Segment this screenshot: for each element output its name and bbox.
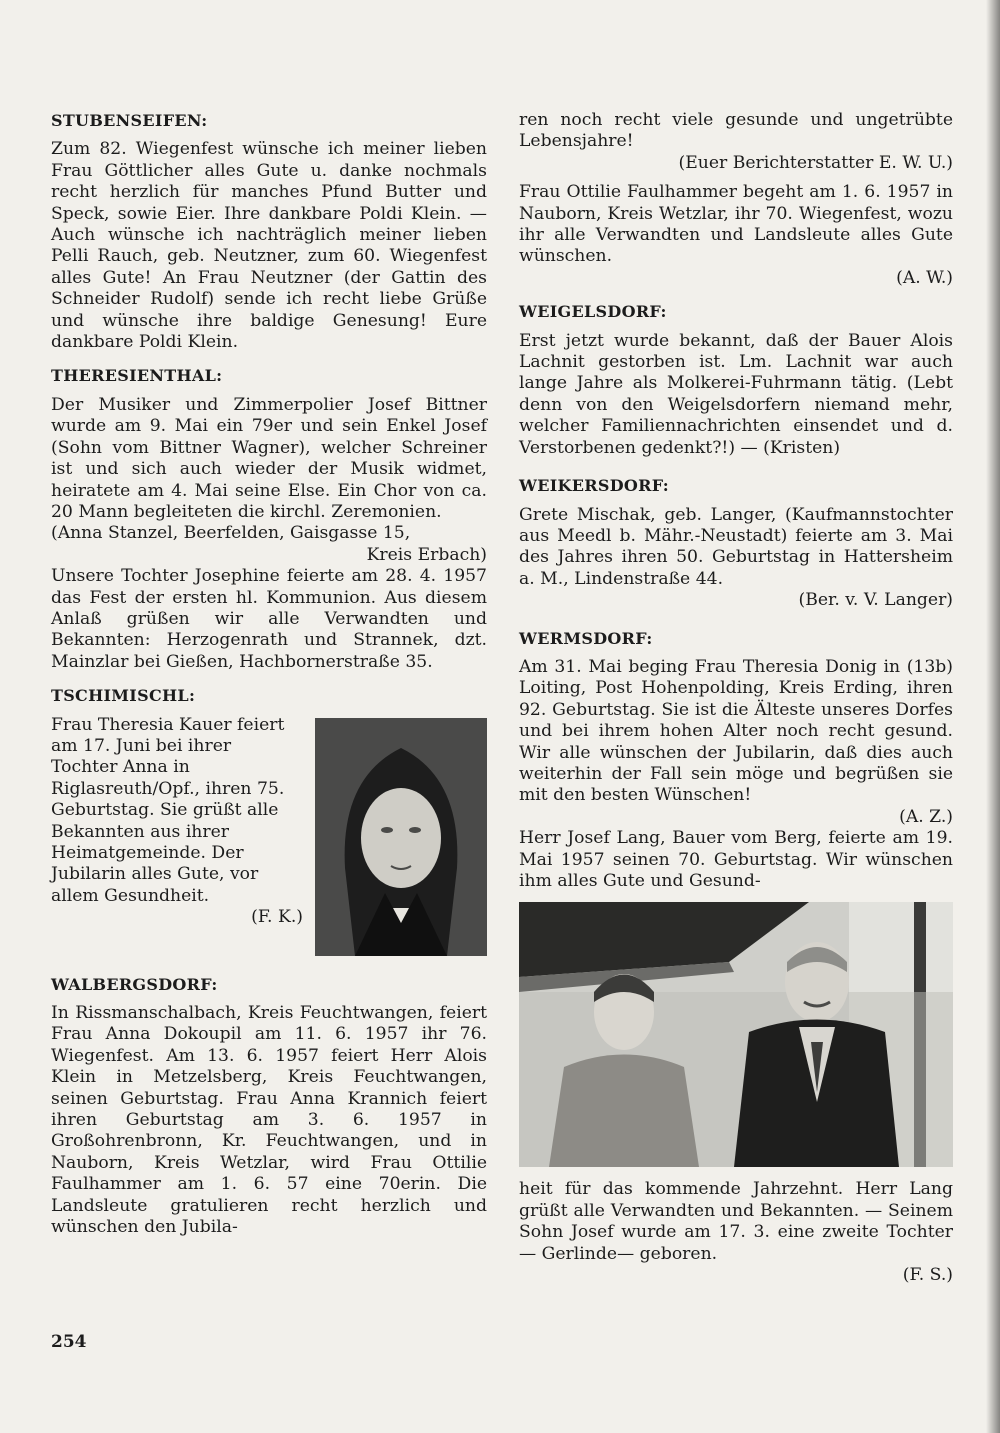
theresienthal-text-2: Unsere Tochter Josephine feierte am 28. 4. 1957 das Fest der ersten hl. Kommunion. Aus diesem Anlaß grüßen wir alle Verwandten und Bekannten: Herzogenrath und Strannek, dzt. Mainzlar bei Gießen, Hachbornerstraße 35.	[51, 566, 487, 672]
section-heading-walbergsdorf: WALBERGSDORF:	[51, 974, 218, 994]
portrait-photo-theresia-kauer	[315, 718, 487, 956]
section-heading-stubenseifen: STUBENSEIFEN:	[51, 111, 208, 130]
continued-signature: (Euer Berichterstatter E. W. U.)	[678, 152, 953, 173]
photo-josef-lang-and-woman	[519, 902, 953, 1167]
wermsdorf-text-3: heit für das kommende Jahrzehnt. Herr Lang grüßt alle Verwandten und Bekannten. — Seinem Sohn Josef wurde am 17. 3. eine zweite Tochter — Gerlinde— geboren.	[519, 1179, 953, 1264]
wermsdorf-signature-2: (F. S.)	[902, 1265, 953, 1286]
continued-text: ren noch recht viele gesunde und ungetrübte Lebensjahre!	[519, 110, 953, 152]
tschimischl-signature: (F. K.)	[251, 907, 303, 928]
weikersdorf-signature: (Ber. v. V. Langer)	[798, 590, 953, 611]
theresienthal-signature-line2: Kreis Erbach)	[366, 544, 487, 565]
section-heading-weikersdorf: WEIKERSDORF:	[519, 476, 670, 496]
faulhammer-text: Frau Ottilie Faulhammer begeht am 1. 6. 1957 in Nauborn, Kreis Wetzlar, ihr 70. Wiegenfest, wozu ihr alle Verwandten und Landsleute alles Gute wünschen.	[519, 182, 953, 267]
walbergsdorf-text: In Rissmanschalbach, Kreis Feuchtwangen, feiert Frau Anna Dokoupil am 11. 6. 1957 ihr 76. Wiegenfest. Am 13. 6. 1957 feiert Herr Alois Klein in Metzelsberg, Kreis Feuchtwangen, seinen Geburtstag. Frau Anna Krannich feiert ihren Geburtstag am 3. 6. 1957 in Großohrenbronn, Kr. Feuchtwangen, und in Nauborn, Kreis Wetzlar, wird Frau Ottilie Faulhammer am 1. 6. 57 eine 70erin. Die Landsleute gratulieren recht herzlich und wünschen den Jubila-	[51, 1002, 487, 1238]
section-heading-tschimischl: TSCHIMISCHL:	[51, 686, 196, 706]
wermsdorf-text-1: Am 31. Mai beging Frau Theresia Donig in (13b) Loiting, Post Hohenpolding, Kreis Erding, ihren 92. Geburtstag. Sie ist die Älteste unseres Dorfes und bei ihrem hohen Alter noch recht gesund. Wir alle wünschen der Jubilarin, daß dies auch weiterhin der Fall sein möge und begrüßen sie mit den besten Wünschen!	[519, 656, 953, 806]
page-number: 254	[51, 1332, 87, 1352]
page-edge-shadow	[986, 0, 1000, 1433]
right-column	[519, 110, 953, 1286]
wermsdorf-signature-1: (A. Z.)	[899, 806, 953, 827]
section-heading-weigelsdorf: WEIGELSDORF:	[519, 302, 667, 322]
weikersdorf-text: Grete Mischak, geb. Langer, (Kaufmannstochter aus Meedl b. Mähr.-Neustadt) feierte am 3. Mai des Jahres ihren 50. Geburtstag in Hattersheim a. M., Lindenstraße 44.	[519, 504, 953, 589]
section-heading-wermsdorf: WERMSDORF:	[519, 628, 653, 648]
faulhammer-signature: (A. W.)	[896, 267, 953, 288]
theresienthal-signature-line1: (Anna Stanzel, Beerfelden, Gaisgasse 15,	[51, 523, 411, 544]
section-heading-theresienthal: THERESIENTHAL:	[51, 366, 223, 386]
wermsdorf-text-2: Herr Josef Lang, Bauer vom Berg, feierte am 19. Mai 1957 seinen 70. Geburtstag. Wir wünschen ihm alles Gute und Gesund-	[519, 828, 953, 891]
tschimischl-text: Frau Theresia Kauer feiert am 17. Juni bei ihrer Tochter Anna in Riglasreuth/Opf., ihren 75. Geburtstag. Sie grüßt alle Bekannten aus ihrer Heimatgemeinde. Der Jubilarin alles Gute, vor allem Gesundheit.	[51, 714, 285, 906]
theresienthal-text-1: Der Musiker und Zimmerpolier Josef Bittner wurde am 9. Mai ein 79er und sein Enkel Josef (Sohn vom Bittner Wagner), welcher Schreiner ist und sich auch wieder der Musik widmet, heiratete am 4. Mai seine Else. Ein Chor von ca. 20 Mann begleiteten die kirchl. Zeremonien.	[51, 394, 487, 522]
weigelsdorf-text: Erst jetzt wurde bekannt, daß der Bauer Alois Lachnit gestorben ist. Lm. Lachnit war auch lange Jahre als Molkerei-Fuhrmann tätig. (Lebt denn von den Weigelsdorfern niemand mehr, welcher Familiennachrichten einsendet und d. Verstorbenen gedenkt?!) — (Kristen)	[519, 330, 953, 458]
stubenseifen-text: Zum 82. Wiegenfest wünsche ich meiner lieben Frau Göttlicher alles Gute u. danke nochmals recht herzlich für manches Pfund Butter und Speck, sowie Eier. Ihre dankbare Poldi Klein. — Auch wünsche ich nachträglich meiner lieben Pelli Rauch, geb. Neutzner, zum 60. Wiegenfest alles Gute! An Frau Neutzner (der Gattin des Schneider Rudolf) sende ich recht liebe Grüße und wünsche ihre baldige Genesung! Eure dankbare Poldi Klein.	[51, 139, 487, 353]
left-column	[51, 110, 487, 1238]
